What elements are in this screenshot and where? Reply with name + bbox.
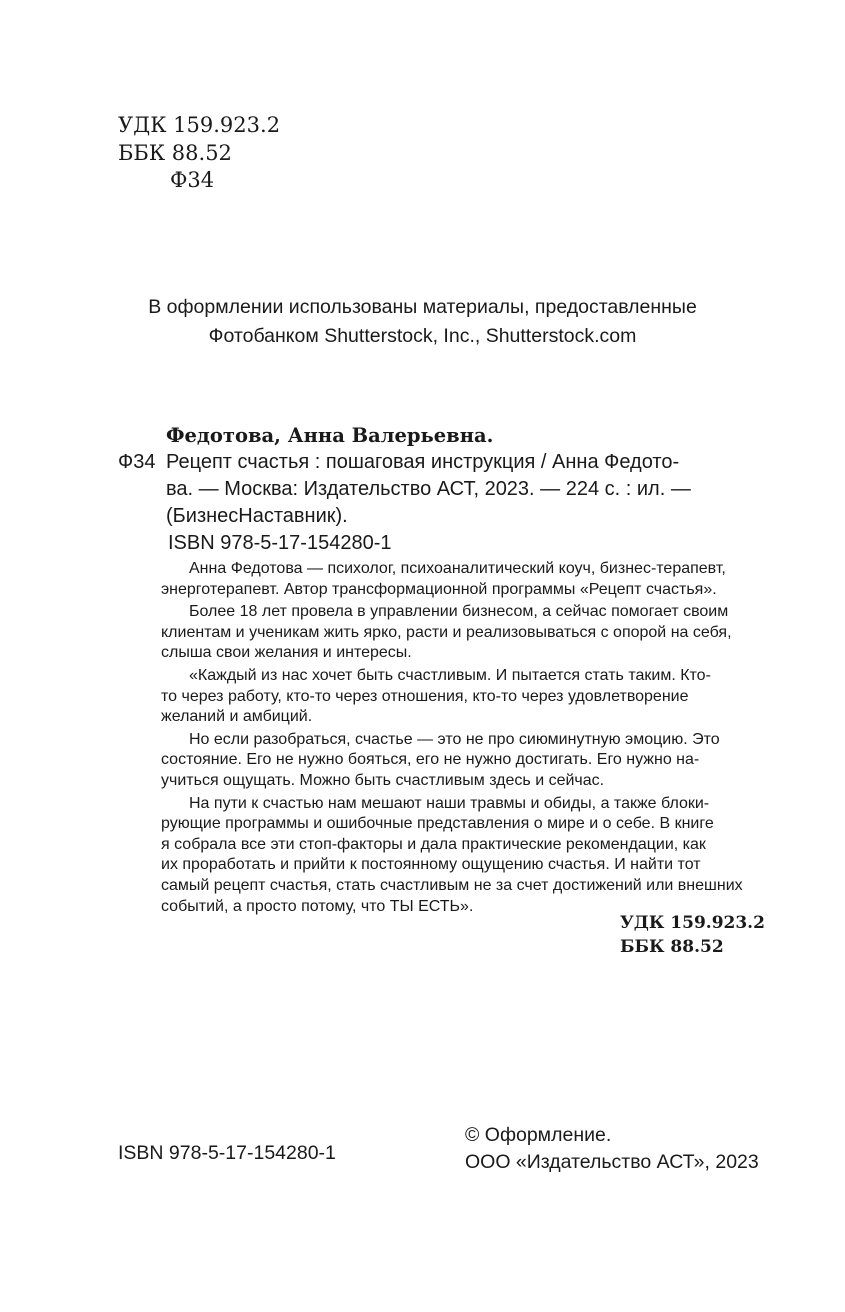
annotation-paragraph <box>161 666 761 728</box>
credit-line-1: В оформлении использованы материалы, предоставленные <box>148 296 697 318</box>
annotation <box>161 559 761 917</box>
annotation-paragraph <box>161 730 761 792</box>
record-title-line-2: ва. — Москва: Издательство АСТ, 2023. — 224 с. : ил. — <box>166 478 691 500</box>
image-credit <box>0 293 845 351</box>
copyright-line-2: ООО «Издательство АСТ», 2023 <box>465 1151 759 1173</box>
copyright-block <box>465 1122 759 1176</box>
record-isbn: ISBN 978-5-17-154280-1 <box>168 532 392 554</box>
annotation-paragraph <box>161 602 761 664</box>
annotation-line: «Каждый из нас хочет быть счастливым. И пытается стать таким. Кто- <box>189 666 711 684</box>
annotation-line: энерготерапевт. Автор трансформационной программы «Рецепт счастья». <box>161 580 717 598</box>
annotation-line: клиентам и ученикам жить ярко, расти и реализовываться с опорой на себя, <box>161 623 732 641</box>
bottom-bbk: ББК 88.52 <box>620 937 724 957</box>
annotation-line: то через работу, кто-то через отношения, кто-то через удовлетворение <box>161 687 689 705</box>
annotation-line: учиться ощущать. Можно быть счастливым здесь и сейчас. <box>161 771 605 789</box>
annotation-paragraph <box>161 559 761 600</box>
annotation-line: желаний и амбиций. <box>161 708 313 726</box>
classification-block <box>118 112 280 195</box>
bbk-code: ББК 88.52 <box>118 140 232 165</box>
annotation-line: событий, а просто потому, что ТЫ ЕСТЬ». <box>161 897 474 915</box>
annotation-paragraph <box>161 794 761 918</box>
annotation-line: состояние. Его не нужно бояться, его не нужно достигать. Его нужно на- <box>161 751 700 769</box>
bibliographic-record <box>118 449 768 530</box>
annotation-line: самый рецепт счастья, стать счастливым не за счет достижений или внешних <box>161 876 743 894</box>
annotation-line: На пути к счастью нам мешают наши травмы и обиды, а также блоки- <box>189 794 710 812</box>
annotation-line: рующие программы и ошибочные представления о мире и о себе. В книге <box>161 815 714 833</box>
bottom-udk: УДК 159.923.2 <box>620 913 765 933</box>
annotation-line: Анна Федотова — психолог, психоаналитический коуч, бизнес-терапевт, <box>189 560 726 577</box>
record-title-line-3: (БизнесНаставник). <box>166 505 348 527</box>
record-title-line-1: Рецепт счастья : пошаговая инструкция / Анна Федото- <box>166 451 680 473</box>
bottom-classification <box>620 911 765 959</box>
footer-isbn: ISBN 978-5-17-154280-1 <box>118 1142 336 1164</box>
copyright-line-1: © Оформление. <box>465 1124 612 1146</box>
annotation-line: Более 18 лет провела в управлении бизнесом, а сейчас помогает своим <box>189 603 729 621</box>
udk-code: УДК 159.923.2 <box>118 113 281 137</box>
annotation-line: Но если разобраться, счастье — это не про сиюминутную эмоцию. Это <box>189 730 720 748</box>
annotation-line: я собрала все эти стоп-факторы и дала практические рекомендации, как <box>161 835 706 853</box>
author-mark: Ф34 <box>170 168 215 192</box>
annotation-line: слыша свои желания и интересы. <box>161 644 412 662</box>
record-mark: Ф34 <box>118 451 156 473</box>
record-author: Федотова, Анна Валерьевна. <box>166 424 494 447</box>
credit-line-2: Фотобанком Shutterstock, Inc., Shutterstock.com <box>208 325 637 347</box>
annotation-line: их проработать и прийти к постоянному ощущению счастья. И найти тот <box>161 856 701 874</box>
